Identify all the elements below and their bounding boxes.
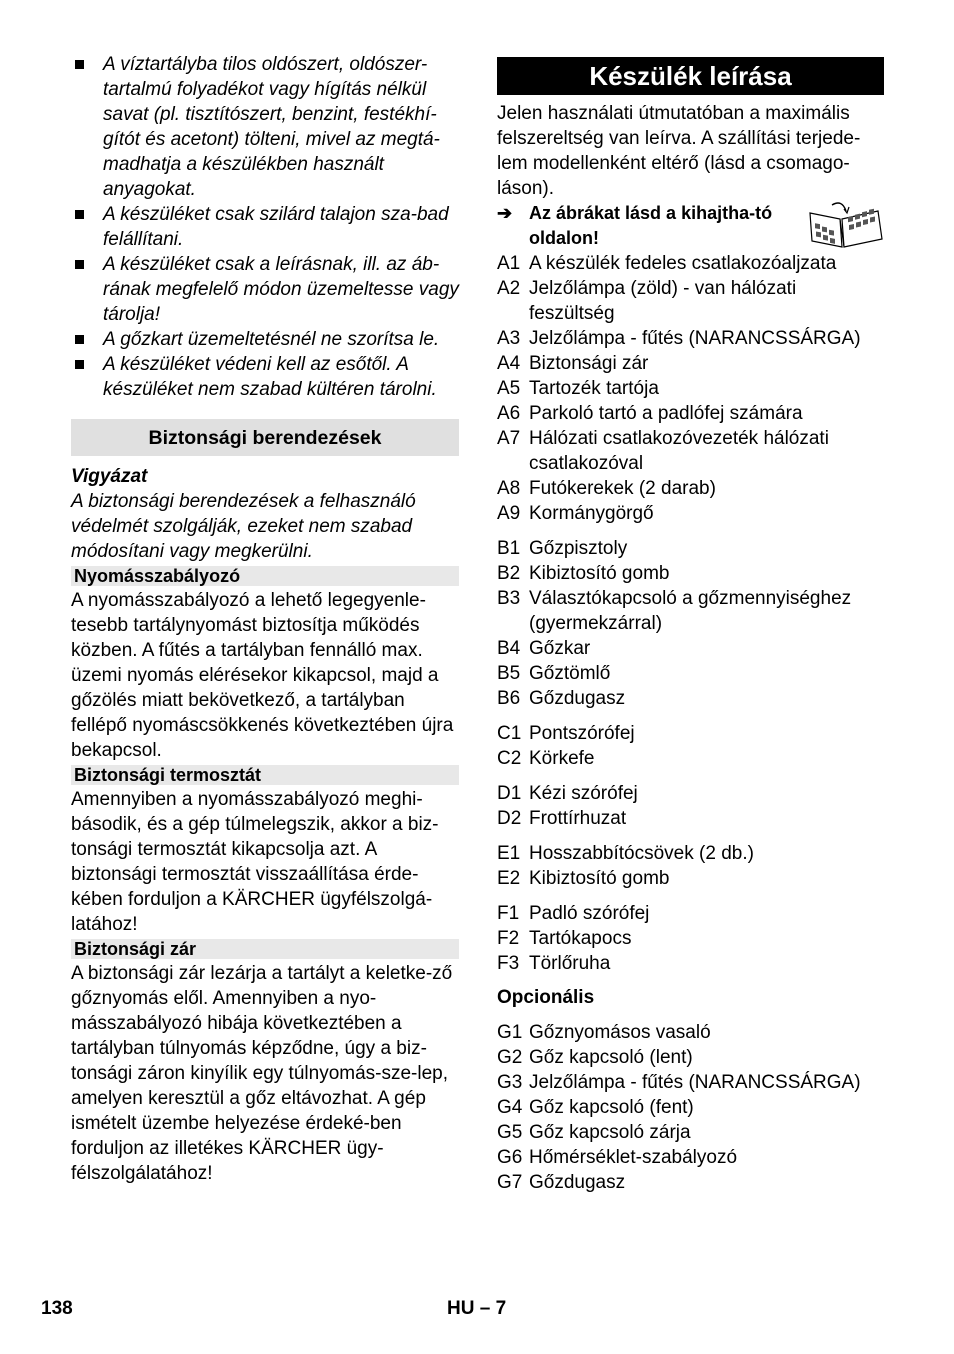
item-key: G5: [497, 1122, 523, 1143]
bullet-text: A víztartályba tilos oldószert, oldószer-tartalmú folyadékot vagy hígítás nélkül savat (pl. tisztítószert, benzint, festékhí-gítót és acetont) tölteni, mivel az megtá-madhatja a készülékben használt anyagokat.: [103, 54, 440, 200]
item-key: B6: [497, 688, 521, 709]
list-item: [497, 501, 884, 526]
item-label: Pontszórófej: [529, 723, 635, 744]
right-column: [497, 52, 884, 1195]
item-label: A készülék fedeles csatlakozóaljzata: [529, 253, 837, 274]
list-item: [497, 661, 884, 686]
item-key: B4: [497, 638, 521, 659]
item-label: Gőzpisztoly: [529, 538, 628, 559]
list-item: [497, 251, 884, 276]
group-spacer: [497, 711, 884, 721]
list-item: [497, 951, 884, 976]
list-item: [71, 352, 459, 402]
list-item: [497, 866, 884, 891]
item-label: Kibiztosító gomb: [529, 868, 670, 889]
item-label: Kormánygörgő: [529, 503, 654, 524]
list-item: [497, 376, 884, 401]
item-key: G7: [497, 1172, 523, 1193]
square-bullet-icon: [71, 252, 103, 327]
list-item: [71, 327, 459, 352]
list-item: [497, 686, 884, 711]
item-key: B3: [497, 588, 521, 609]
item-label: Gőzkar: [529, 638, 591, 659]
item-label: Hőmérséklet-szabályozó: [529, 1147, 738, 1168]
item-key: G4: [497, 1097, 523, 1118]
list-item: [497, 1145, 884, 1170]
item-label: Futókerekek (2 darab): [529, 478, 716, 499]
bullet-text: A készüléket védeni kell az esőtől. A készüléket nem szabad kültéren tárolni.: [103, 354, 437, 400]
list-item: [497, 1170, 884, 1195]
square-bullet-icon: [71, 327, 103, 352]
safety-lock-heading: Biztonsági zár: [71, 939, 459, 959]
item-key: A7: [497, 428, 521, 449]
list-item: [497, 1120, 884, 1145]
optional-heading: Opcionális: [497, 987, 595, 1008]
list-item: [71, 52, 459, 202]
item-key: A4: [497, 353, 521, 374]
list-item: [497, 781, 884, 806]
item-key: E2: [497, 868, 521, 889]
list-item: [497, 636, 884, 661]
list-item: [497, 586, 884, 636]
item-label: Gőztömlő: [529, 663, 611, 684]
left-column: [71, 52, 459, 1186]
item-label: Gőz kapcsoló (fent): [529, 1097, 694, 1118]
item-label: Frottírhuzat: [529, 808, 627, 829]
item-key: E1: [497, 843, 521, 864]
list-item: [497, 926, 884, 951]
item-key: G3: [497, 1072, 523, 1093]
item-key: A5: [497, 378, 521, 399]
item-label: Jelzőlámpa - fűtés (NARANCSSÁRGA): [529, 1072, 861, 1093]
list-item: [497, 276, 884, 326]
item-key: A2: [497, 278, 521, 299]
square-bullet-icon: [71, 52, 103, 202]
item-key: C1: [497, 723, 522, 744]
item-label: Gőz kapcsoló (lent): [529, 1047, 693, 1068]
list-item: [497, 476, 884, 501]
group-spacer: [497, 771, 884, 781]
safety-section-heading: Biztonsági berendezések: [71, 419, 459, 456]
page-number: 138: [41, 1298, 73, 1319]
square-bullet-icon: [71, 352, 103, 402]
list-item: [497, 1045, 884, 1070]
description-heading: Készülék leírása: [497, 57, 884, 95]
list-item: [497, 561, 884, 586]
caution-label: Vigyázat: [71, 466, 148, 487]
list-item: [497, 806, 884, 831]
item-label: Választókapcsoló a gőzmennyiséghez (gyermekzárral): [529, 588, 852, 634]
foldout-note: [497, 201, 884, 251]
list-item: [497, 1095, 884, 1120]
item-label: Gőz kapcsoló zárja: [529, 1122, 691, 1143]
item-key: A6: [497, 403, 521, 424]
list-item: [497, 746, 884, 771]
list-item: [497, 326, 884, 351]
item-label: Hálózati csatlakozóvezeték hálózati csatlakozóval: [529, 428, 829, 474]
bullet-text: A gőzkart üzemeltetésnél ne szorítsa le.: [103, 329, 440, 350]
safety-lock-text: A biztonsági zár lezárja a tartályt a keletke-ző gőznyomás elől. Amennyiben a nyo-másszabályozó hibája következtében a tartályban túlnyomás képződne, úgy a biz-tonsági záron kinyílik egy túlnyomás-sze-lep, amelyen keresztül a gőz eltávozhat. A gép ismételt üzembe helyezése érdeké-ben forduljon az illetékes KÄRCHER ügy-félszolgálatához!: [71, 963, 453, 1184]
list-item: [497, 426, 884, 476]
item-key: B2: [497, 563, 521, 584]
foldout-note-text: Az ábrákat lásd a kihajtha-tó oldalon!: [529, 203, 773, 248]
list-item: [497, 536, 884, 561]
list-item: [497, 1020, 884, 1045]
item-label: Padló szórófej: [529, 903, 650, 924]
thermostat-text: Amennyiben a nyomásszabályozó meghi-básodik, és a gép túlmelegszik, akkor a biz-tonsági termosztát kikapcsolja azt. A biztonsági termosztát visszaállítása érde-kében forduljon a KÄRCHER ügyfélszolgá-latához!: [71, 789, 439, 935]
item-key: D2: [497, 808, 522, 829]
item-label: Törlőruha: [529, 953, 611, 974]
list-item: [497, 1070, 884, 1095]
item-key: G2: [497, 1047, 523, 1068]
item-key: F2: [497, 928, 520, 949]
description-intro: Jelen használati útmutatóban a maximális felszereltség van leírva. A szállítási terjede-lem modellenként eltérő (lásd a csomago-láson).: [497, 103, 861, 199]
group-spacer: [497, 526, 884, 536]
thermostat-heading: Biztonsági termosztát: [71, 765, 459, 785]
foldout-book-icon: [802, 199, 884, 251]
section-label: HU – 7: [447, 1298, 507, 1319]
list-item: [497, 721, 884, 746]
item-label: Tartókapocs: [529, 928, 632, 949]
group-spacer: [497, 831, 884, 841]
item-key: B1: [497, 538, 521, 559]
item-label: Körkefe: [529, 748, 595, 769]
item-label: Jelzőlámpa (zöld) - van hálózati feszültség: [529, 278, 797, 324]
item-key: C2: [497, 748, 522, 769]
item-key: A1: [497, 253, 521, 274]
item-key: G1: [497, 1022, 523, 1043]
bullet-text: A készüléket csak a leírásnak, ill. az áb-rának megfelelő módon üzemeltesse vagy tárolja!: [103, 254, 459, 325]
pressure-regulator-heading: Nyomásszabályozó: [71, 566, 459, 586]
square-bullet-icon: [71, 202, 103, 252]
list-item: [497, 901, 884, 926]
item-key: A3: [497, 328, 521, 349]
pressure-regulator-text: A nyomásszabályozó a lehető legegyenle-tesebb tartálynyomást biztosítja működés közben. A fűtés a tartályban fennálló max. üzemi nyomás elérésekor kikapcsol, majd a gőzölés miatt bekövetkező, a tartályban fellépő nyomáscsökkenés következtében újra bekapcsol.: [71, 590, 454, 761]
list-item: [71, 252, 459, 327]
optional-parts-list: [497, 1020, 884, 1195]
item-label: Kézi szórófej: [529, 783, 638, 804]
bullet-list: [71, 52, 459, 402]
caution-text: A biztonsági berendezések a felhasználó védelmét szolgálják, ezeket nem szabad módosítani vagy megkerülni.: [71, 491, 416, 562]
group-spacer: [497, 891, 884, 901]
item-label: Biztonsági zár: [529, 353, 649, 374]
list-item: [497, 351, 884, 376]
arrow-icon: ➔: [497, 203, 513, 223]
item-key: A8: [497, 478, 521, 499]
item-label: Parkoló tartó a padlófej számára: [529, 403, 803, 424]
item-label: Kibiztosító gomb: [529, 563, 670, 584]
item-key: D1: [497, 783, 522, 804]
list-item: [497, 401, 884, 426]
bullet-text: A készüléket csak szilárd talajon sza-bad felállítani.: [103, 204, 449, 250]
list-item: [497, 841, 884, 866]
list-item: [71, 202, 459, 252]
item-label: Gőzdugasz: [529, 688, 626, 709]
item-label: Gőznyomásos vasaló: [529, 1022, 711, 1043]
item-label: Hosszabbítócsövek (2 db.): [529, 843, 754, 864]
item-key: G6: [497, 1147, 523, 1168]
item-key: B5: [497, 663, 521, 684]
item-key: A9: [497, 503, 521, 524]
parts-list: [497, 251, 884, 976]
item-key: F1: [497, 903, 520, 924]
item-label: Tartozék tartója: [529, 378, 659, 399]
item-label: Gőzdugasz: [529, 1172, 626, 1193]
item-label: Jelzőlámpa - fűtés (NARANCSSÁRGA): [529, 328, 861, 349]
item-key: F3: [497, 953, 520, 974]
